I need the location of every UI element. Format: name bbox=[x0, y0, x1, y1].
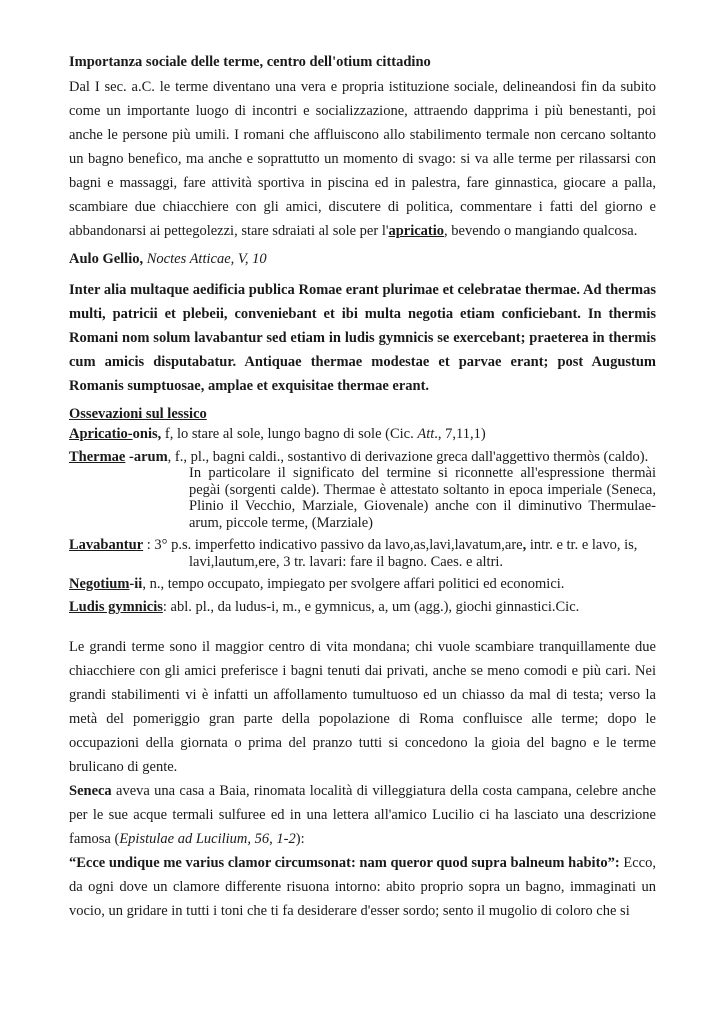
quote-translation: Ecco, da ogni dove un clamore differente risuona intorno: abito proprio sopra un bagno, immaginati un vocio, un gridare in tutti i toni che ti fa desiderare d'esser sordo; sento il mugolio di coloro che si bbox=[69, 855, 656, 919]
lexicon-entry bbox=[69, 576, 656, 593]
document-page bbox=[69, 53, 656, 923]
seneca-paragraph bbox=[69, 779, 656, 851]
intro-text-1: Dal I sec. a.C. le terme diventano una vera e propria istituzione sociale, delineandosi fin da subito come un importante luogo di incontri e socializzazione, attraendo dapprima i più benestanti, poi anche le persone più umili. I romani che affluiscono allo stabilimento termale non cercano soltanto un bagno benefico, ma anche e soprattutto un momento di svago: si va alle terme per rilassarsi con bagni e massaggi, fare attività sportiva in piscina ed in palestra, fare ginnastica, giocare a palla, scambiare due chiacchiere con gli amici, discutere di politica, commentare i fatti del giorno e abbandonarsi ai pettegolezzi, stare sdraiati al sole per l' bbox=[69, 79, 656, 239]
lexicon-suffix: -arum bbox=[125, 448, 168, 465]
lexicon-def: : 3° p.s. imperfetto indicativo passivo da lavo,as,lavi,lavatum,are bbox=[143, 537, 523, 553]
lexicon-word: Thermae bbox=[69, 448, 126, 465]
keyword-apricatio: apricatio bbox=[388, 223, 445, 239]
lexicon-entry bbox=[69, 537, 656, 570]
intro-text-2: , bevendo o mangiando qualcosa. bbox=[444, 223, 638, 239]
lexicon-ital: Att bbox=[417, 426, 435, 442]
latin-passage: Inter alia multaque aedificia publica Romae erant plurimae et celebratae thermae. Ad thermas multi, patricii et plebeii, conveniebant et ibi multa negotia etiam conficiebant. In thermis Romani nom solum lavabantur sed etiam in ludis gymnicis se exercebant; praeterea in thermis cum amicis disputabatur. Antiquae thermae modestae et parvae erant; post Augustum Romanis sumptuosae, amplae et exquisitae thermae erant. bbox=[69, 282, 656, 394]
lexicon-def-end: ., 7,11,1) bbox=[434, 426, 486, 442]
lexicon-entry-line bbox=[69, 449, 656, 466]
lexicon-def: , n., tempo occupato, impiegato per svolgere affari politici ed economici. bbox=[142, 576, 565, 592]
lexicon-suffix: onis, bbox=[132, 426, 162, 442]
lexicon-comma: , bbox=[522, 537, 527, 553]
source-work: Noctes Atticae, V, 10 bbox=[146, 251, 267, 267]
lexicon-suffix: -ii bbox=[129, 576, 143, 592]
quote-latin: “Ecce undique me varius clamor circumsonat: nam queror quod supra balneum habito”: bbox=[69, 855, 620, 871]
source-citation bbox=[69, 249, 656, 269]
body-paragraph: Le grandi terme sono il maggior centro di vita mondana; chi vuole scambiare tranquillamente due chiacchiere con gli amici preferisce i bagni tenuti dai privati, anche se meno comodi e più cari. Nei grandi stabilimenti vi è infatti un affollamento tumultuoso ed un chiasso da mal di testa; verso la metà del pomeriggio gran parte della popolazione di Roma confluisce alle terme; dopo le occupazioni della giornata o prima del pranzo tutti si concedono la gioia del bagno e le terme brulicano di gente. bbox=[69, 639, 656, 775]
lexicon-word: Ludis gymnicis bbox=[69, 598, 163, 615]
lexicon-def: , f., pl., bagni caldi., sostantivo di derivazione greca dall'aggettivo thermòs (caldo). bbox=[167, 448, 649, 465]
lexicon-entry bbox=[69, 449, 656, 532]
lexicon-def-end: intr. e tr. e lavo, is, bbox=[526, 537, 638, 553]
lexicon-def: f, lo stare al sole, lungo bagno di sole (Cic. bbox=[161, 426, 418, 442]
lexicon-continuation: In particolare il significato del termine si riconnette all'espressione thermài pegài (sorgenti calde). Thermae è attestato soltanto in epoca imperiale (Seneca, Plinio il Vecchio, Marziale, Giovenale) anche con il diminutivo Thermulae-arum, piccole terme, (Marziale) bbox=[189, 465, 656, 531]
intro-paragraph bbox=[69, 75, 656, 243]
seneca-text: aveva una casa a Baia, rinomata località di villeggiatura della costa campana, celebre anche per le sue acque termali sulfuree ed in una lettera all'amico Lucilio ci ha lasciato una descrizione famosa ( bbox=[69, 783, 656, 847]
section-title: Importanza sociale delle terme, centro dell'otium cittadino bbox=[69, 54, 431, 70]
lexicon-heading: Ossevazioni sul lessico bbox=[69, 406, 207, 422]
spacer bbox=[69, 621, 656, 635]
lexicon-word: Negotium bbox=[69, 576, 130, 592]
seneca-text-end: ): bbox=[295, 831, 305, 847]
quote-paragraph bbox=[69, 851, 656, 923]
seneca-name: Seneca bbox=[69, 783, 112, 799]
lexicon-word: Apricatio- bbox=[69, 426, 133, 442]
lexicon-entry bbox=[69, 426, 656, 443]
seneca-work: Epistulae ad Lucilium, 56, 1-2 bbox=[119, 831, 296, 847]
lexicon-entry-line bbox=[69, 537, 656, 554]
lexicon-continuation: lavi,lautum,ere, 3 tr. lavari: fare il bagno. Caes. e altri. bbox=[189, 553, 504, 570]
lexicon-entry bbox=[69, 599, 656, 616]
lexicon-def: : abl. pl., da ludus-i, m., e gymnicus, a, um (agg.), giochi ginnastici.Cic. bbox=[162, 598, 580, 615]
lexicon-word: Lavabantur bbox=[69, 537, 144, 553]
source-author: Aulo Gellio, bbox=[69, 251, 144, 267]
